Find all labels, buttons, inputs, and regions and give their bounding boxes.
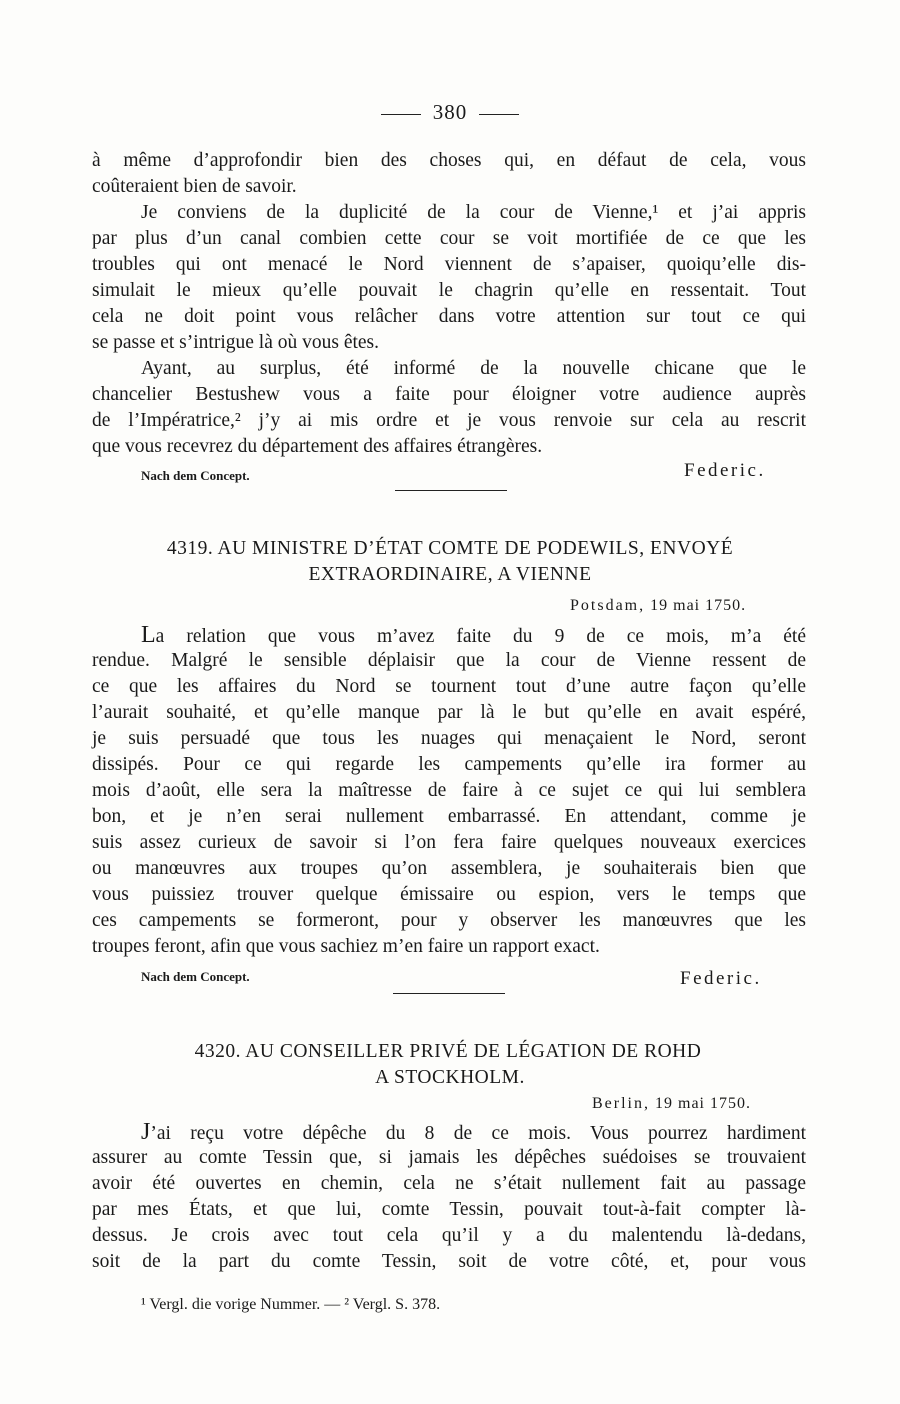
text-line: de l’Impératrice,² j’y ai mis ordre et je vous renvoie sur cela au rescrit: [92, 410, 806, 431]
text-line: vous puissiez trouver quelque émissaire ou espion, vers le temps que: [92, 884, 806, 905]
section-divider: [395, 490, 507, 491]
text-line: simulait le mieux qu’elle pouvait le chagrin qu’elle en ressentait. Tout: [92, 280, 806, 301]
text-line: [141, 1119, 806, 1145]
text-line: troubles qui ont menacé le Nord viennent de s’apaiser, quoiqu’elle dis-: [92, 254, 806, 275]
text-line: [141, 622, 806, 648]
text-line: se passe et s’intrigue là où vous êtes.: [92, 332, 380, 353]
text-line: ce que les affaires du Nord se tournent tout d’une autre façon qu’elle: [92, 676, 806, 697]
text-span: ’ai reçu votre dépêche du 8 de ce mois. Vous pourrez hardiment: [150, 1123, 806, 1144]
date-value: 19 mai 1750.: [650, 597, 747, 614]
letter-heading: 4320. AU CONSEILLER PRIVÉ DE LÉGATION DE ROHD: [194, 1041, 702, 1062]
signature: Federic.: [680, 968, 762, 989]
text-line: Ayant, au surplus, été informé de la nouvelle chicane que le: [141, 358, 806, 379]
footnotes: ¹ Vergl. die vorige Nummer. — ² Vergl. S. 378.: [141, 1296, 441, 1313]
text-line: ces campements se formeront, pour y observer les manœuvres que les: [92, 910, 806, 931]
text-line: soit de la part du comte Tessin, soit de votre côté, et, pour vous: [92, 1251, 806, 1272]
text-span: a relation que vous m’avez faite du 9 de ce mois, m’a été: [155, 626, 806, 647]
dateline: [570, 597, 746, 615]
text-line: ou manœuvres aux troupes qu’on assemblera, je souhaiterais bien que: [92, 858, 806, 879]
text-line: cela ne doit point vous relâcher dans votre attention sur tout ce qui: [92, 306, 806, 327]
text-line: chancelier Bestushew vous a faite pour éloigner votre audience auprès: [92, 384, 806, 405]
text-line: coûteraient bien de savoir.: [92, 176, 297, 197]
date-value: 19 mai 1750.: [655, 1095, 751, 1112]
date-place: Berlin,: [592, 1095, 650, 1112]
text-line: dessus. Je crois avec tout cela qu’il y a du malentendu là-dedans,: [92, 1225, 806, 1246]
text-line: par plus d’un canal combien cette cour se voit mortifiée de ce que les: [92, 228, 806, 249]
section-divider: [393, 993, 505, 994]
text-line: bon, et je n’en serai nullement embarrassé. En attendant, comme je: [92, 806, 806, 827]
text-line: je suis persuadé que tous les nuages qui menaçaient le Nord, seront: [92, 728, 806, 749]
letter-heading: EXTRAORDINAIRE, A VIENNE: [308, 564, 592, 585]
text-line: avoir été ouvertes en chemin, cela ne s’était nullement fait au passage: [92, 1173, 806, 1194]
letter-heading: 4319. AU MINISTRE D’ÉTAT COMTE DE PODEWILS, ENVOYÉ: [166, 538, 734, 559]
date-place: Potsdam,: [570, 597, 646, 614]
text-line: assurer au comte Tessin que, si jamais les dépêches suédoises se trouvaient: [92, 1147, 806, 1168]
dateline: [592, 1095, 751, 1113]
text-line: mois d’août, elle sera la maîtresse de faire à ce sujet ce qui lui semblera: [92, 780, 806, 801]
text-line: que vous recevrez du département des affaires étrangères.: [92, 436, 543, 457]
source-note: Nach dem Concept.: [141, 969, 250, 984]
source-note: Nach dem Concept.: [141, 468, 250, 483]
text-line: par mes États, et que lui, comte Tessin, pouvait tout-à-fait compter là-: [92, 1199, 806, 1220]
text-line: Je conviens de la duplicité de la cour de Vienne,¹ et j’ai appris: [141, 202, 806, 223]
text-line: à même d’approfondir bien des choses qui, en défaut de cela, vous: [92, 150, 806, 171]
text-line: rendue. Malgré le sensible déplaisir que la cour de Vienne ressent de: [92, 650, 806, 671]
text-line: dissipés. Pour ce qui regarde les campements qu’elle ira former au: [92, 754, 806, 775]
initial-letter: L: [141, 622, 156, 648]
text-line: troupes feront, afin que vous sachiez m’en faire un rapport exact.: [92, 936, 600, 957]
text-line: l’aurait souhaité, et qu’elle manque par là le but qu’elle en avait espéré,: [92, 702, 806, 723]
initial-letter: J: [141, 1119, 151, 1145]
letter-heading: A STOCKHOLM.: [375, 1067, 525, 1088]
text-line: suis assez curieux de savoir si l’on fera faire quelques nouveaux exercices: [92, 832, 806, 853]
page-number: 380: [0, 100, 900, 125]
signature: Federic.: [684, 460, 766, 481]
